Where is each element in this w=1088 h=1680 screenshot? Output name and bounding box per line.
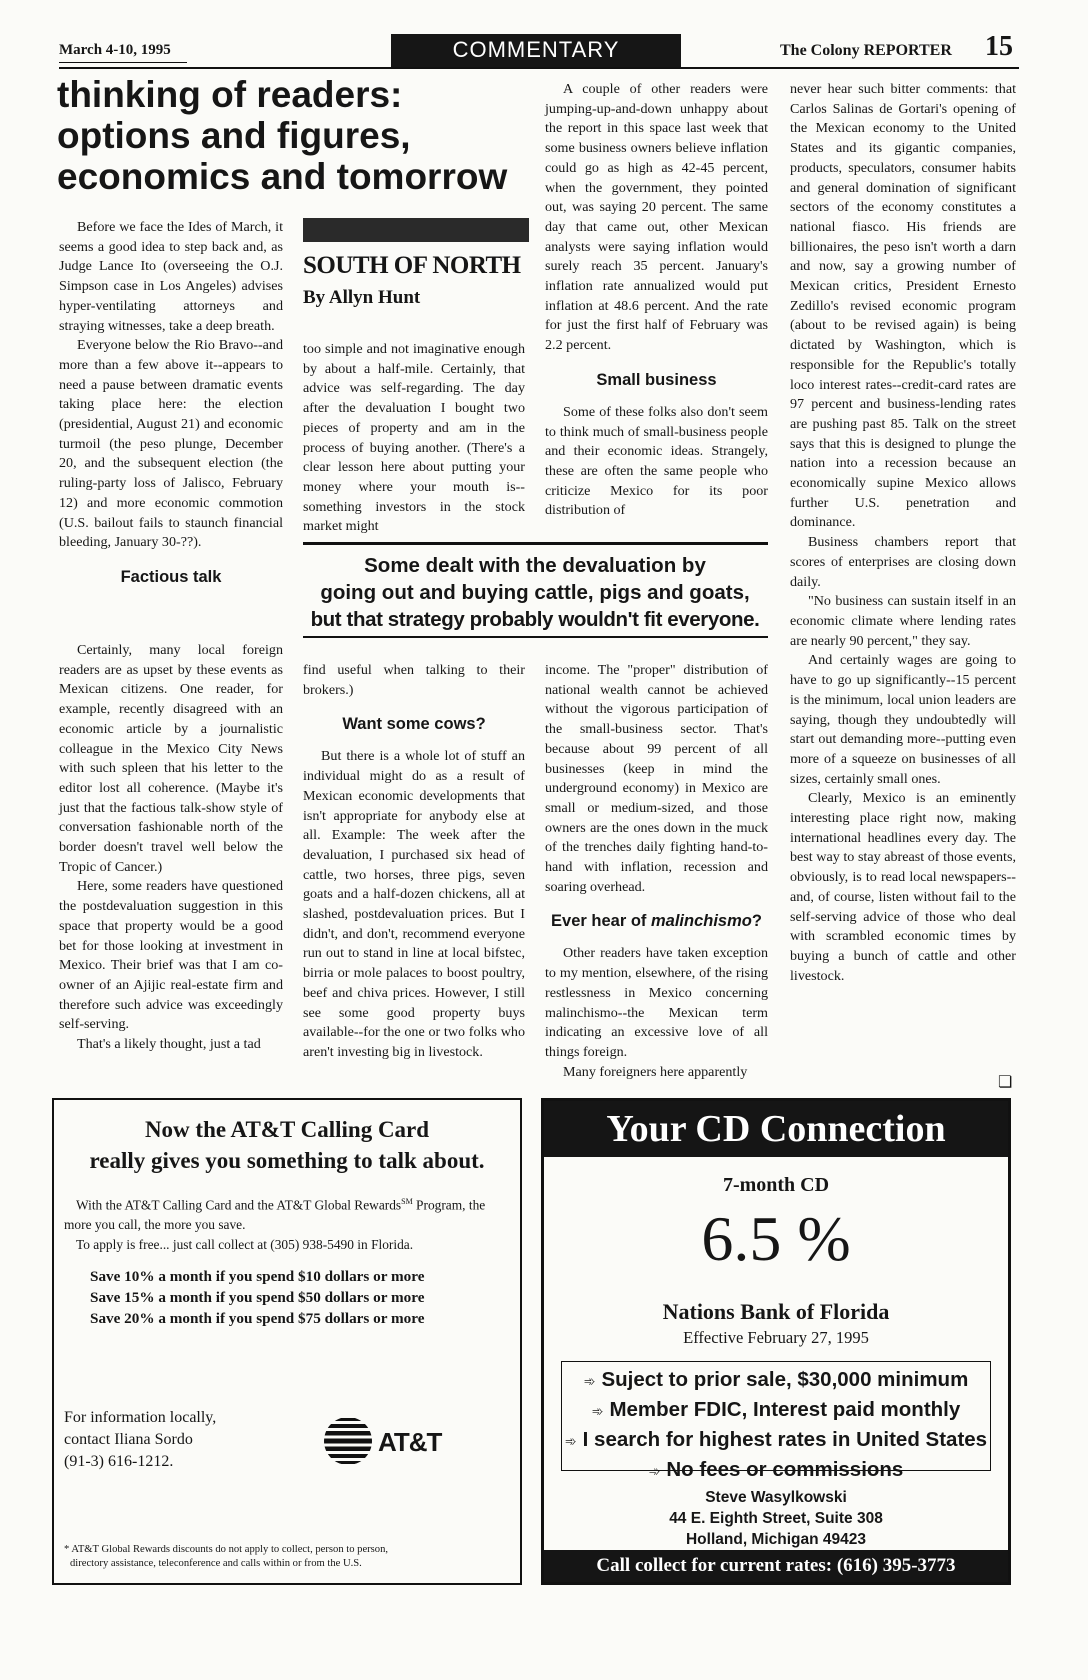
pullquote-top-rule <box>303 542 768 545</box>
cd-term: 7-month CD <box>722 1174 830 1196</box>
header-rule <box>59 67 1019 69</box>
att-headline-line: really gives you something to talk about. <box>89 1148 485 1173</box>
subhead-italic-word: malinchismo <box>651 912 752 931</box>
cd-title-bar <box>544 1101 1008 1157</box>
byline: By Allyn Hunt <box>303 287 421 308</box>
pullquote-line: going out and buying cattle, pigs and goats, <box>320 581 750 604</box>
subhead-factious-talk: Factious talk <box>120 567 222 586</box>
paragraph: Before we face the Ides of March, it seems a good idea to step back and, as Judge Lance Ito (overseeing the O.J. Simpson case in Los Angeles) advises hyper-ventilating attorneys and straying witnesses, take a deep breath. <box>59 219 283 334</box>
cd-title: Your CD Connection <box>606 1108 946 1150</box>
end-mark: ❏ <box>998 1074 1013 1091</box>
subhead-text: Ever hear of <box>551 912 651 931</box>
page-number: 15 <box>985 31 1013 62</box>
subhead-text: ? <box>751 912 762 931</box>
att-globe-icon <box>322 1415 374 1467</box>
att-service-mark: SM <box>401 1197 413 1206</box>
cd-contact-line: 44 E. Eighth Street, Suite 308 <box>669 1510 883 1527</box>
paragraph: find useful when talking to their brokers.) <box>303 662 525 698</box>
paragraph: A couple of other readers were jumping-up-and-down unhappy about the report in this space last week that some business owners believe inflation could go as high as 42-45 percent, when the government, they pointed out, was saying 20 percent. The same day that came out, other Mexican analysts were saying inflation would surely reach 35 percent. January's inflation rate annualized would put inflation at 48.6 percent. And the rate for just the first half of February was 2.2 percent. <box>545 81 768 354</box>
headline <box>57 74 547 197</box>
att-body-paragraph: To apply is free... just call collect at (305) 938-5490 in Florida. <box>76 1237 414 1253</box>
subhead-want-some-cows: Want some cows? <box>342 715 486 734</box>
cd-bullet-text: No fees or commissions <box>666 1458 904 1481</box>
column-2-bottom <box>303 661 525 1063</box>
arrow-bullet-icon: ➾ <box>591 1404 604 1420</box>
att-headline-line: Now the AT&T Calling Card <box>144 1117 430 1142</box>
cd-bullet-box <box>561 1361 991 1481</box>
headline-line: options and figures, <box>57 115 411 156</box>
att-contact <box>64 1407 216 1473</box>
column-1-top <box>59 218 283 600</box>
column-head-bar <box>303 218 529 242</box>
att-headline <box>54 1114 520 1176</box>
paragraph: never hear such bitter comments: that Carlos Salinas de Gortari's opening of the Mexican economy to the United States and its gigantic companies, products, speculators, consumer habits and general domination of significant sectors of the economy constitutes a national fiasco. His friends are billionaires, the peso isn't worth a darn and now, say a growing number of Mexican critics, President Ernesto Zedillo's revised economic program (about to be revised again) is being dictated by Washington, which is responsible for the Republic's totally loco interest rates--credit-card rates are 97 percent and business-lending rates are pushing past 85. Talk on the street says that this is designed to plunge the nation into a recession because an economically supine Mexico allows further U.S. penetration and dominance. <box>790 81 1016 531</box>
cd-footer-bar <box>544 1550 1008 1582</box>
issue-date: March 4-10, 1995 <box>59 42 171 58</box>
headline-line: thinking of readers: <box>57 74 403 115</box>
pullquote-line: Some dealt with the devaluation by <box>364 554 706 577</box>
att-body-paragraph <box>64 1192 514 1235</box>
cd-contact <box>544 1487 1008 1550</box>
subhead-small-business: Small business <box>596 370 717 389</box>
cd-contact-line: Steve Wasylkowski <box>705 1489 847 1506</box>
cd-bullet-item <box>562 1426 990 1456</box>
paragraph: income. The "proper" distribution of national wealth cannot be achieved without the vigorous participation of the small-business sector. That's because about 99 percent of all businesses (keep in mind the underground economy) in Mexico are small or medium-sized, and those owners are the ones down in the muck of the trenches daily fighting hand-to-hand with inflation, recession and soaring overhead. <box>545 662 768 895</box>
column-3-bottom <box>545 661 768 1082</box>
paragraph: And certainly wages are going to have to go up significantly--15 percent is the minimum, local union leaders are saying, though they undoubtedly will start out demanding more--putting even more of a squeeze on businesses of all sizes, certainly small ones. <box>790 652 1016 787</box>
paragraph: Here, some readers have questioned the postdevaluation suggestion in this space that property would be a good bet for those looking at investment in Mexico. Their brief was that I am co-owner of an Ajijic real-estate firm and therefore such advice was exceedingly self-serving. <box>59 878 283 1033</box>
date-underline <box>59 62 187 63</box>
pull-quote <box>296 552 774 633</box>
arrow-bullet-icon: ➾ <box>648 1464 661 1480</box>
att-offer: Save 20% a month if you spend $75 dollars or more <box>90 1310 425 1327</box>
att-contact-line: contact Iliana Sordo <box>64 1431 193 1448</box>
att-offer: Save 15% a month if you spend $50 dollars or more <box>90 1289 425 1306</box>
paragraph: Other readers have taken exception to my mention, elsewhere, of the rising restlessness in Mexico concerning malinchismo--the Mexican term indicating an excessive love of all things foreign. <box>545 945 768 1060</box>
att-contact-line: (91-3) 616-1212. <box>64 1453 174 1470</box>
att-logo-text: AT&T <box>378 1427 442 1457</box>
att-body-text: With the AT&T Calling Card and the AT&T Global Rewards <box>76 1197 402 1213</box>
column-3-top <box>545 80 768 521</box>
arrow-bullet-icon: ➾ <box>583 1374 596 1390</box>
paper-name: The Colony REPORTER <box>780 42 952 59</box>
paragraph: "No business can sustain itself in an economic climate where lending rates are nearly 90 percent," they say. <box>790 593 1016 649</box>
cd-bullet-item <box>562 1456 990 1486</box>
cd-bullet-item <box>562 1366 990 1396</box>
cd-bullet-item <box>562 1396 990 1426</box>
paragraph: But there is a whole lot of stuff an individual might do as a result of Mexican economic developments that isn't appropriate for anybody else at all. Example: The week after the devaluation, I purchased six head of cattle, two horses, three pigs, seven goats and a half-dozen chickens, all at slashed, postdevaluation prices. But I didn't, and don't, recommend everyone run out to stand in line at local bifstec, birria or mole palaces to boost poultry, beef and chiva prices. However, I still see some good property buys available--for the one or two folks who aren't investing big in livestock. <box>303 748 525 1060</box>
att-offer: Save 10% a month if you spend $10 dollars or more <box>90 1268 425 1285</box>
paragraph: Many foreigners here apparently <box>563 1063 748 1080</box>
column-4 <box>790 80 1016 986</box>
cd-contact-line: Holland, Michigan 49423 <box>685 1531 867 1548</box>
att-ad <box>52 1098 522 1585</box>
headline-line: economics and tomorrow <box>57 156 508 197</box>
att-contact-line: For information locally, <box>64 1409 217 1426</box>
cd-bullet-text: I search for highest rates in United States <box>582 1428 988 1451</box>
subhead-malinchismo <box>545 911 768 931</box>
column-2-top <box>303 340 525 537</box>
att-footnote <box>64 1543 388 1571</box>
arrow-bullet-icon: ➾ <box>564 1434 577 1450</box>
att-footnote-line: directory assistance, teleconference and calls within or from the U.S. <box>70 1558 362 1569</box>
pullquote-bottom-rule <box>303 636 768 638</box>
cd-ad <box>541 1098 1011 1585</box>
att-body-text: Program, the more you call, the more you save. <box>64 1197 486 1233</box>
section-banner: COMMENTARY <box>391 34 681 68</box>
paragraph: too simple and not imaginative enough by about a half-mile. Certainly, that advice was self-regarding. The day after the devaluation I bought two pieces of property and am in the process of buying another. (There's a clear lesson here about putting your money where your mouth is--something investors in the stock market might <box>303 341 525 535</box>
paragraph: Business chambers report that scores of enterprises are closing down daily. <box>790 534 1016 590</box>
paragraph: Certainly, many local foreign readers are as upset by these events as Mexican citizens. One reader, for example, recently disagreed with an economic article by a journalistic colleague in the Mexico City News with such spleen that his letter to the editor lost all coherence. (Maybe it's just that the factious talk-show style of conversation fashionable north of the border doesn't travel well below the Tropic of Cancer.) <box>59 642 283 875</box>
paragraph: That's a likely thought, just a tad <box>77 1036 261 1053</box>
cd-effective: Effective February 27, 1995 <box>683 1328 869 1347</box>
paragraph: Everyone below the Rio Bravo--and more than a few above it--appears to need a pause between dramatic events taking place here: the election (presidential, August 21) and economic turmoil (the peso plunge, December 20, and the subsequent election (the ruling-party loss of Jalisco, February 12) and more economic commotion (U.S. bailout fails to staunch financial bleeding, January 30-??). <box>59 337 283 551</box>
cd-bullet-text: Suject to prior sale, $30,000 minimum <box>601 1368 969 1391</box>
column-title: SOUTH OF NORTH <box>303 252 521 279</box>
cd-footer: Call collect for current rates: (616) 395-3773 <box>596 1555 956 1576</box>
paragraph: Clearly, Mexico is an eminently interesting place right now, making international headlines every day. The best way to stay abreast of those events, obviously, is to read local newspapers--and, of course, listen without fail to the self-serving advice of those who deal with scrambled economic times by buying a bunch of cattle and other livestock. <box>790 790 1016 984</box>
cd-rate: 6.5 % <box>701 1203 851 1274</box>
cd-bullet-text: Member FDIC, Interest paid monthly <box>609 1398 961 1421</box>
att-footnote-line: * AT&T Global Rewards discounts do not apply to collect, person to person, <box>64 1544 389 1555</box>
pullquote-line: but that strategy probably wouldn't fit everyone. <box>310 608 760 631</box>
cd-bank: Nations Bank of Florida <box>662 1299 890 1324</box>
att-logo <box>322 1413 462 1469</box>
paragraph: Some of these folks also don't seem to think much of small-business people and their economic ideas. Strangely, these are often the same people who criticize Mexico for its poor distribution of <box>545 403 768 519</box>
att-offers <box>90 1266 424 1329</box>
att-body <box>64 1192 514 1255</box>
column-1-bottom <box>59 641 283 1055</box>
